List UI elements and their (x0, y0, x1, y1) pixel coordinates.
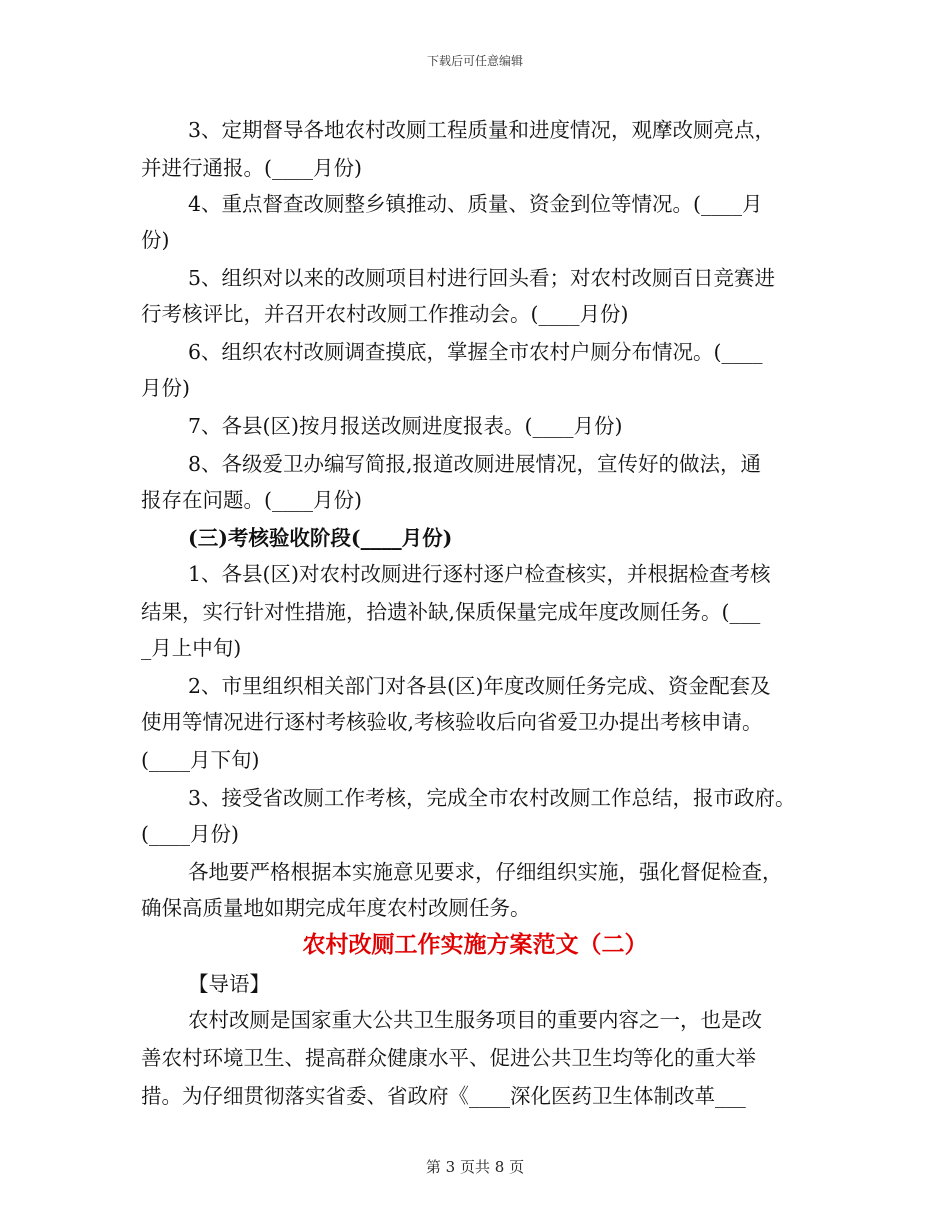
page-header: 下载后可任意编辑 (426, 54, 523, 68)
paragraph-line: (____月份) (141, 822, 239, 846)
page-footer: 第 3 页共 8 页 (425, 1158, 525, 1176)
paragraph-line: 报存在问题。(____月份) (141, 488, 362, 512)
paragraph-line: 5、组织对以来的改厕项目村进行回头看；对农村改厕百日竞赛进 (188, 266, 776, 290)
paragraph-line: 1、各县(区)对农村改厕进行逐村逐户检查核实，并根据检查考核 (188, 562, 771, 586)
paragraph-line: 结果，实行针对性措施，拾遗补缺,保质保量完成年度改厕任务。(___ (141, 600, 761, 624)
paragraph-line: 措。为仔细贯彻落实省委、省政府《____深化医药卫生体制改革___ (141, 1084, 746, 1108)
paragraph-line: 使用等情况进行逐村考核验收,考核验收后向省爱卫办提出考核申请。 (141, 710, 763, 734)
paragraph-line: 各地要严格根据本实施意见要求，仔细组织实施，强化督促检查， (188, 860, 783, 884)
paragraph-line: _月上中旬) (141, 636, 242, 660)
document-title: 农村改厕工作实施方案范文（二） (302, 931, 648, 958)
paragraph-line: 6、组织农村改厕调查摸底，掌握全市农村户厕分布情况。(____ (188, 340, 763, 364)
paragraph-line: (____月下旬) (141, 748, 260, 772)
intro-label: 【导语】 (188, 972, 270, 996)
paragraph-line: 月份) (141, 376, 190, 400)
paragraph-line: 份) (141, 228, 170, 252)
section-heading: (三)考核验收阶段(____月份) (188, 526, 453, 550)
paragraph-line: 3、接受省改厕工作考核，完成全市农村改厕工作总结，报市政府。 (188, 786, 796, 810)
paragraph-line: 并进行通报。(____月份) (141, 156, 362, 180)
paragraph-line: 7、各县(区)按月报送改厕进度报表。(____月份) (188, 414, 623, 438)
paragraph-line: 8、各级爱卫办编写简报,报道改厕进展情况，宣传好的做法，通 (188, 452, 762, 476)
paragraph-line: 3、定期督导各地农村改厕工程质量和进度情况，观摩改厕亮点， (188, 118, 776, 142)
paragraph-line: 善农村环境卫生、提高群众健康水平、促进公共卫生均等化的重大举 (141, 1046, 756, 1070)
paragraph-line: 确保高质量地如期完成年度农村改厕任务。 (141, 896, 531, 920)
paragraph-line: 4、重点督查改厕整乡镇推动、质量、资金到位等情况。(____月 (188, 192, 763, 216)
paragraph-line: 行考核评比，并召开农村改厕工作推动会。(____月份) (141, 302, 629, 326)
paragraph-line: 农村改厕是国家重大公共卫生服务项目的重要内容之一，也是改 (188, 1008, 762, 1032)
paragraph-line: 2、市里组织相关部门对各县(区)年度改厕任务完成、资金配套及 (188, 674, 771, 698)
